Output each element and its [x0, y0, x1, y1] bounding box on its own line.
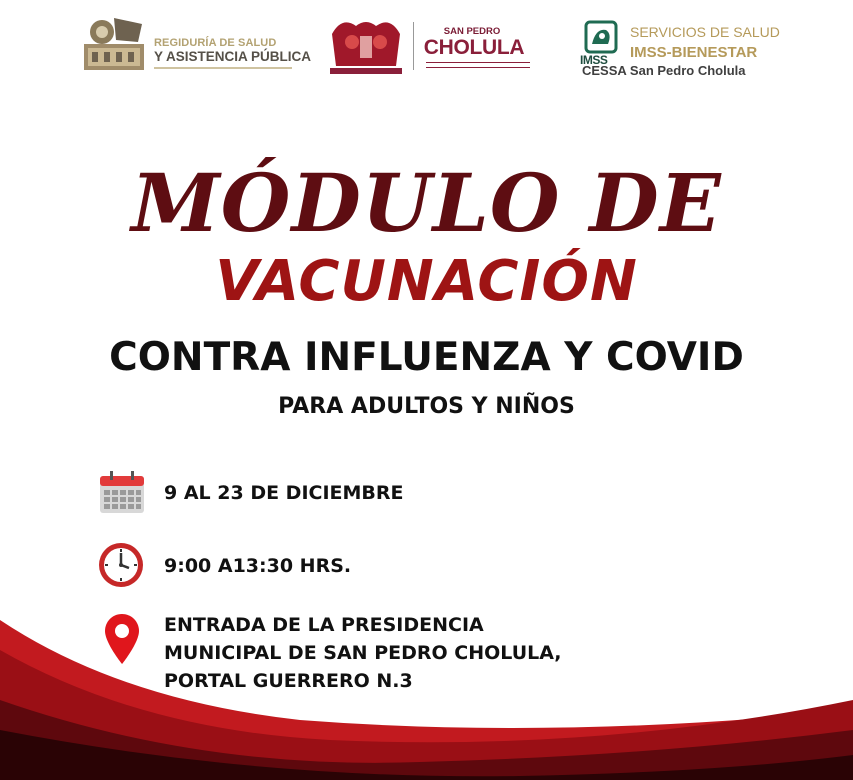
logo-imss-bienestar [580, 20, 780, 80]
imss-line3: CESSA San Pedro Cholula [582, 63, 746, 78]
location-line2: MUNICIPAL DE SAN PEDRO CHOLULA, [164, 642, 562, 664]
logo-regiduria-salud [80, 14, 312, 76]
time-text: 9:00 A13:30 HRS. [164, 555, 352, 577]
title-modulo-de: MÓDULO DE [131, 156, 722, 250]
location-line1: ENTRADA DE LA PRESIDENCIA [164, 614, 484, 636]
clock-icon [98, 542, 144, 588]
logo-divider [413, 22, 414, 70]
header-logos [0, 0, 853, 90]
title-vacunacion: VACUNACIÓN [215, 249, 638, 314]
aztec-crest-icon [80, 14, 148, 74]
cholula-rule [426, 62, 530, 68]
cholula-name: CHOLULA [423, 36, 525, 59]
cholula-top-text: SAN PEDRO [443, 26, 501, 37]
calendar-icon [99, 470, 145, 514]
subtitle-influenza-covid: CONTRA INFLUENZA Y COVID [109, 335, 744, 380]
regiduria-line1: REGIDURÍA DE SALUD [154, 37, 277, 49]
imss-line1: SERVICIOS DE SALUD [630, 24, 780, 40]
imss-emblem-text: IMSS [580, 53, 608, 67]
regiduria-line2: Y ASISTENCIA PÚBLICA [154, 49, 312, 64]
date-text: 9 AL 23 DE DICIEMBRE [164, 482, 404, 504]
imss-line2: IMSS-BIENESTAR [630, 44, 758, 61]
audience-text: PARA ADULTOS Y NIÑOS [278, 394, 575, 419]
logo-san-pedro-cholula [322, 14, 532, 78]
decorative-waves [0, 580, 853, 780]
location-pin-icon [104, 613, 140, 665]
regiduria-rule [154, 67, 292, 69]
cholula-crest-icon [322, 16, 410, 76]
location-line3: PORTAL GUERRERO N.3 [164, 670, 413, 692]
